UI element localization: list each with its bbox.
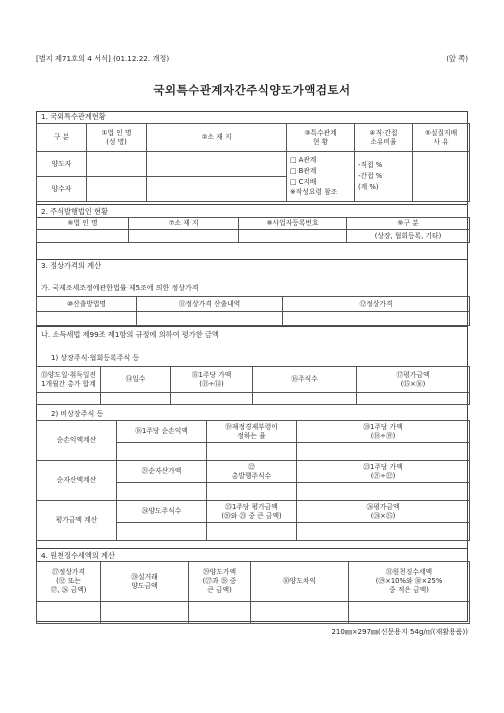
relation-a-checkbox[interactable]: □ A관계 (290, 156, 317, 165)
col-valuation-total: ㉖평가금액 (㉔×㉕) (297, 501, 470, 523)
withholding-tax-field[interactable] (349, 602, 470, 624)
method-name-field[interactable] (37, 312, 137, 326)
col-valuation-amount: ⑰평가금액 (⑮×⑯) (357, 367, 470, 393)
col-per-share-value-2: ㉓1주당 가액 (㉑÷㉒) (297, 461, 470, 483)
col-gubun: 구 분 (37, 124, 87, 152)
ratio-direct: -직접 % (358, 161, 383, 170)
relation-c-checkbox[interactable]: □ C지배 (290, 177, 317, 186)
company-address-field[interactable] (129, 230, 239, 243)
section-3-na: 나. 소득세법 제99조 제1항의 규정에 의하여 평가한 금액 (37, 326, 467, 342)
per-share-valuation-field[interactable] (207, 523, 297, 541)
paper-spec-footer: 210㎜×297㎜(신문용지 54g/㎡(재활용품)) (331, 628, 468, 636)
valuation-amount-field[interactable] (357, 393, 470, 405)
total-issued-shares-field[interactable] (207, 483, 297, 501)
unlisted-stock-subheading: 2) 비상장주식 등 (51, 410, 104, 418)
col-ministry-rate: ⑲재정경제부령이 정하는 율 (207, 421, 297, 443)
col-share-count: ⑯주식수 (253, 367, 357, 393)
section-4-heading: 4. 원천징수세액의 계산 (37, 548, 467, 561)
listed-stock-subheading: 1) 상장주식·협회등록주식 등 (51, 354, 140, 362)
col-withholding-tax: ㉛원천징수세액 (㉙×10%와 ㉚×25% 중 적은 금액) (349, 562, 470, 602)
net-asset-value-field[interactable] (117, 483, 207, 501)
row-net-asset-calc: 순자산액계산 (37, 461, 117, 501)
row-transferor: 양도자 (37, 152, 87, 177)
col-normal-price-amount: ㉗정상가격 (⑫ 또는 ⑰, ㉖ 금액) (37, 562, 101, 602)
col-one-month-total: ⑬양도일·취득일전 1개월간 총가 합계 (37, 367, 101, 393)
per-share-value-2-field[interactable] (297, 483, 470, 501)
col-transfer-gain: ㉚양도차익 (251, 562, 349, 602)
price-details-field[interactable] (137, 312, 283, 326)
control-reason-field[interactable] (413, 152, 470, 202)
col-net-asset-value: ㉑순자산가액 (117, 461, 207, 483)
form-header (36, 54, 468, 64)
section-3-heading: 3. 정상가격의 계산 (37, 259, 467, 271)
transferred-shares-field[interactable] (117, 523, 207, 541)
section-1-heading: 1. 국외특수관계현황 (41, 112, 106, 121)
transferor-address-field[interactable] (147, 152, 287, 177)
col-actual-transfer-amount: ㉘실거래 양도금액 (101, 562, 189, 602)
section-2-table (36, 217, 470, 243)
days-field[interactable] (101, 393, 171, 405)
normal-price-amount-field[interactable] (37, 602, 101, 624)
relation-options (287, 152, 355, 202)
relation-b-checkbox[interactable]: □ B관계 (290, 166, 317, 175)
one-month-total-field[interactable] (37, 393, 101, 405)
ownership-ratio-cell[interactable] (355, 152, 413, 202)
ratio-indirect: -간접 % (358, 172, 383, 181)
col-method-name: ⑩산출방법명 (37, 297, 137, 312)
row-valuation-calc: 평가금액 계산 (37, 501, 117, 541)
col-company-address: ⑦소 재 지 (129, 218, 239, 230)
listed-stock-table (36, 366, 470, 405)
row-net-income-calc: 순손익액계산 (37, 421, 117, 461)
col-transfer-value: ㉙양도가액 (㉗과 ㉘ 중 큰 금액) (189, 562, 251, 602)
page-side-label: (앞 쪽) (446, 54, 468, 63)
col-name: ①법 인 명 (성 명) (87, 124, 147, 152)
transferor-name-field[interactable] (87, 152, 147, 177)
section-2-heading: 2. 주식발행법인 현황 (37, 204, 467, 217)
business-number-field[interactable] (239, 230, 347, 243)
withholding-tax-table (36, 561, 470, 624)
ratio-total: (계 %) (358, 182, 379, 191)
col-price-details: ⑪정상가격 산출내역 (137, 297, 283, 312)
normal-price-field[interactable] (283, 312, 470, 326)
per-share-value-field[interactable] (171, 393, 253, 405)
form-reference: [별지 제71호의 4 서식] (01.12.22. 개정) (36, 54, 170, 63)
col-normal-price: ⑫정상가격 (283, 297, 470, 312)
col-per-share-valuation: ㉕1주당 평가금액 (⑳와 ㉓ 중 큰 금액) (207, 501, 297, 523)
share-count-field[interactable] (253, 393, 357, 405)
col-per-share-value-1: ⑳1주당 가액 (⑱÷⑲) (297, 421, 470, 443)
per-share-value-1-field[interactable] (297, 443, 470, 461)
col-ownership-ratio: ④직·간접 소유비율 (355, 124, 413, 152)
document-title: 국외특수관계자간주식양도가액검토서 (153, 83, 351, 97)
col-business-number: ⑧사업자등록번호 (239, 218, 347, 230)
transfer-value-field[interactable] (189, 602, 251, 624)
normal-price-table (36, 296, 470, 326)
col-company-name: ⑥법 인 명 (37, 218, 129, 230)
ministry-rate-field[interactable] (207, 443, 297, 461)
category-options[interactable]: (상장, 협회등록, 기타) (347, 230, 470, 243)
col-net-income-per-share: ⑱1주당 순손익액 (117, 421, 207, 443)
valuation-total-field[interactable] (297, 523, 470, 541)
form-sheet (36, 111, 468, 622)
unlisted-stock-table (36, 420, 470, 541)
section-1-table (36, 123, 470, 202)
transferee-name-field[interactable] (87, 177, 147, 202)
transfer-gain-field[interactable] (251, 602, 349, 624)
row-transferee: 양수자 (37, 177, 87, 202)
col-relation: ③특수관계 현 황 (287, 124, 355, 152)
col-per-share-value: ⑮1주당 가액 (⑬÷⑭) (171, 367, 253, 393)
transferee-address-field[interactable] (147, 177, 287, 202)
col-category: ⑨구 분 (347, 218, 470, 230)
relation-note: ※작성요령 참조 (290, 188, 338, 197)
section-3-ga: 가. 국제조세조정에관한법률 제5조에 의한 정상가격 (41, 284, 199, 292)
actual-transfer-amount-field[interactable] (101, 602, 189, 624)
col-days: ⑭일수 (101, 367, 171, 393)
col-transferred-shares: ㉔양도주식수 (117, 501, 207, 523)
col-control-reason: ⑤실질지배 사 유 (413, 124, 470, 152)
company-name-field[interactable] (37, 230, 129, 243)
col-address: ②소 재 지 (147, 124, 287, 152)
net-income-per-share-field[interactable] (117, 443, 207, 461)
col-total-issued-shares: ㉒ 총발행주식수 (207, 461, 297, 483)
